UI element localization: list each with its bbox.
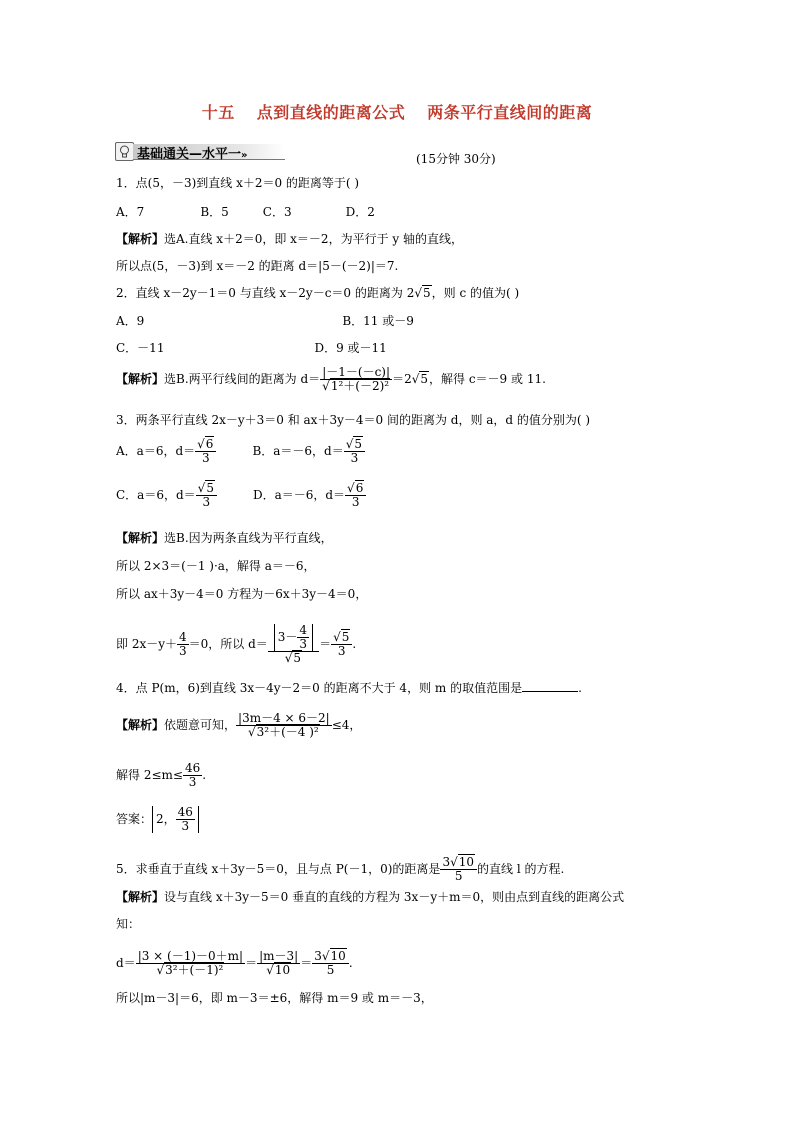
q1-option-c: C．3	[262, 205, 292, 219]
section-time: (15分钟 30分)	[416, 152, 496, 166]
q2-solution: 【解析】选B.两平行线间的距离为 d＝ $\frac{|-1-(-c)|}{\text{√1²＋(－2)²}}$ ＝2√5，解得 c＝－9 或 11.	[116, 365, 546, 393]
q2-options-row1	[116, 313, 414, 329]
title-topic-2: 两条平行直线间的距离	[427, 103, 593, 122]
q1-options	[116, 204, 375, 220]
section-label: 基础通关—水平一»	[137, 147, 248, 162]
q3-option-a: A．a＝6，d＝ $\frac{√6}{3}$	[116, 444, 216, 458]
q2-option-b: B．11 或－9	[342, 314, 414, 328]
q5-distance-fraction: $\frac{|3 \times (-1)-0+m|}{\text{√3²＋(－1)²}}$	[137, 949, 244, 977]
q4-solution-2: 解得 2≤m≤ $\frac{46}{3}$ .	[116, 761, 207, 789]
solution-tag: 【解析】	[116, 531, 165, 545]
q1-stem: 1．点(5，－3)到直线 x＋2＝0 的距离等于( )	[116, 176, 360, 190]
q3-options-row2	[116, 482, 366, 509]
q4-stem: 4．点 P(m，6)到直线 3x－4y－2＝0 的距离不大于 4，则 m 的取值范围是 .	[116, 681, 582, 695]
solution-tag: 【解析】	[116, 890, 165, 904]
q5-solution-1: 【解析】设与直线 x＋3y－5＝0 垂直的直线的方程为 3x－y＋m＝0，则由点到直线的距离公式	[116, 890, 625, 904]
q3-options-row1	[116, 438, 365, 465]
q2-distance-fraction: $\frac{|-1-(-c)|}{\text{√1²＋(－2)²}}$	[320, 366, 392, 393]
q2-option-a: A．9	[116, 314, 145, 328]
solution-tag: 【解析】	[116, 718, 165, 732]
q5-solution-4: 所以|m－3|＝6，即 m－3＝±6，解得 m＝9 或 m＝－3，	[116, 991, 433, 1005]
answer-blank	[522, 680, 578, 692]
title-topic-1: 点到直线的距离公式	[256, 103, 406, 122]
q3-solution-1: 【解析】选B.因为两条直线为平行直线，	[116, 531, 333, 545]
page-title	[0, 100, 794, 123]
q1-option-d: D．2	[345, 205, 375, 219]
q4-distance-fraction: $\frac{|3m-4 \times 6-2|}{\text{√3²＋(－4 )²}}$	[238, 711, 330, 739]
q5-solution-3: d＝ $\frac{|3 \times (-1)-0+m|}{\text{√3²＋(－1)²}}$ ＝ $\frac{|m-3|}{√10}$ ＝ $\frac{3√10}{5}$ .	[116, 949, 353, 977]
double-chevron-icon: »	[241, 150, 248, 161]
q5-solution-2: 知：	[116, 917, 141, 931]
q4-solution-1: 【解析】依题意可知， $\frac{|3m-4 \times 6-2|}{\text{√3²＋(－4 )²}}$ ≤4，	[116, 711, 362, 739]
q1-solution-1	[116, 231, 463, 247]
title-number: 十五	[201, 103, 235, 122]
q3-stem: 3．两条平行直线 2x－y＋3＝0 和 ax＋3y－4＝0 间的距离为 d，则 a，d 的值分别为( )	[116, 413, 591, 427]
q1-option-b: B．5	[200, 205, 229, 219]
q3-option-b: B．a＝－6，d＝ $\frac{√5}{3}$	[252, 444, 365, 458]
q1-solution-text: 选A.直线 x＋2＝0，即 x＝－2，为平行于 y 轴的直线，	[164, 232, 463, 246]
q3-distance-fraction: 3－ $\frac{4}{3}$ √5	[268, 624, 319, 665]
q4-answer: 答案： 2， $\frac{46}{3}$	[116, 806, 199, 833]
q5-stem: 5．求垂直于直线 x＋3y－5＝0，且与点 P(－1，0)的距离是 $\frac{3√10}{5}$ 的直线 l 的方程.	[116, 855, 565, 883]
answer-interval: 2， $\frac{46}{3}$	[152, 806, 199, 833]
q3-option-d: D．a＝－6，d＝ $\frac{√6}{3}$	[253, 488, 366, 502]
q3-solution-2: 所以 2×3＝(－1 )·a，解得 a＝－6，	[116, 559, 316, 573]
solution-tag: 【解析】	[116, 232, 165, 246]
q1-option-a: A．7	[116, 205, 145, 219]
q2-option-d: D．9 或－11	[314, 341, 387, 355]
solution-tag: 【解析】	[116, 372, 165, 386]
q2-stem: 2．直线 x－2y－1＝0 与直线 x－2y－c＝0 的距离为 2√5，则 c 的值为( )	[116, 286, 520, 300]
lightbulb-icon	[115, 142, 134, 161]
q3-option-c: C．a＝6，d＝ $\frac{√5}{3}$	[116, 488, 217, 502]
q3-solution-4: 即 2x－y＋ $\frac{4}{3}$ ＝0，所以 d＝ 3－ $\frac{4}{3}$ √5 ＝ $\frac{√5}{3}$ .	[116, 623, 357, 665]
q2-options-row2	[116, 340, 387, 356]
q3-solution-3: 所以 ax＋3y－4＝0 方程为－6x＋3y－4＝0，	[116, 587, 368, 601]
q2-option-c: C．－11	[116, 341, 165, 355]
q1-solution-2: 所以点(5，－3)到 x＝－2 的距离 d＝|5－(－2)|＝7.	[116, 259, 399, 273]
